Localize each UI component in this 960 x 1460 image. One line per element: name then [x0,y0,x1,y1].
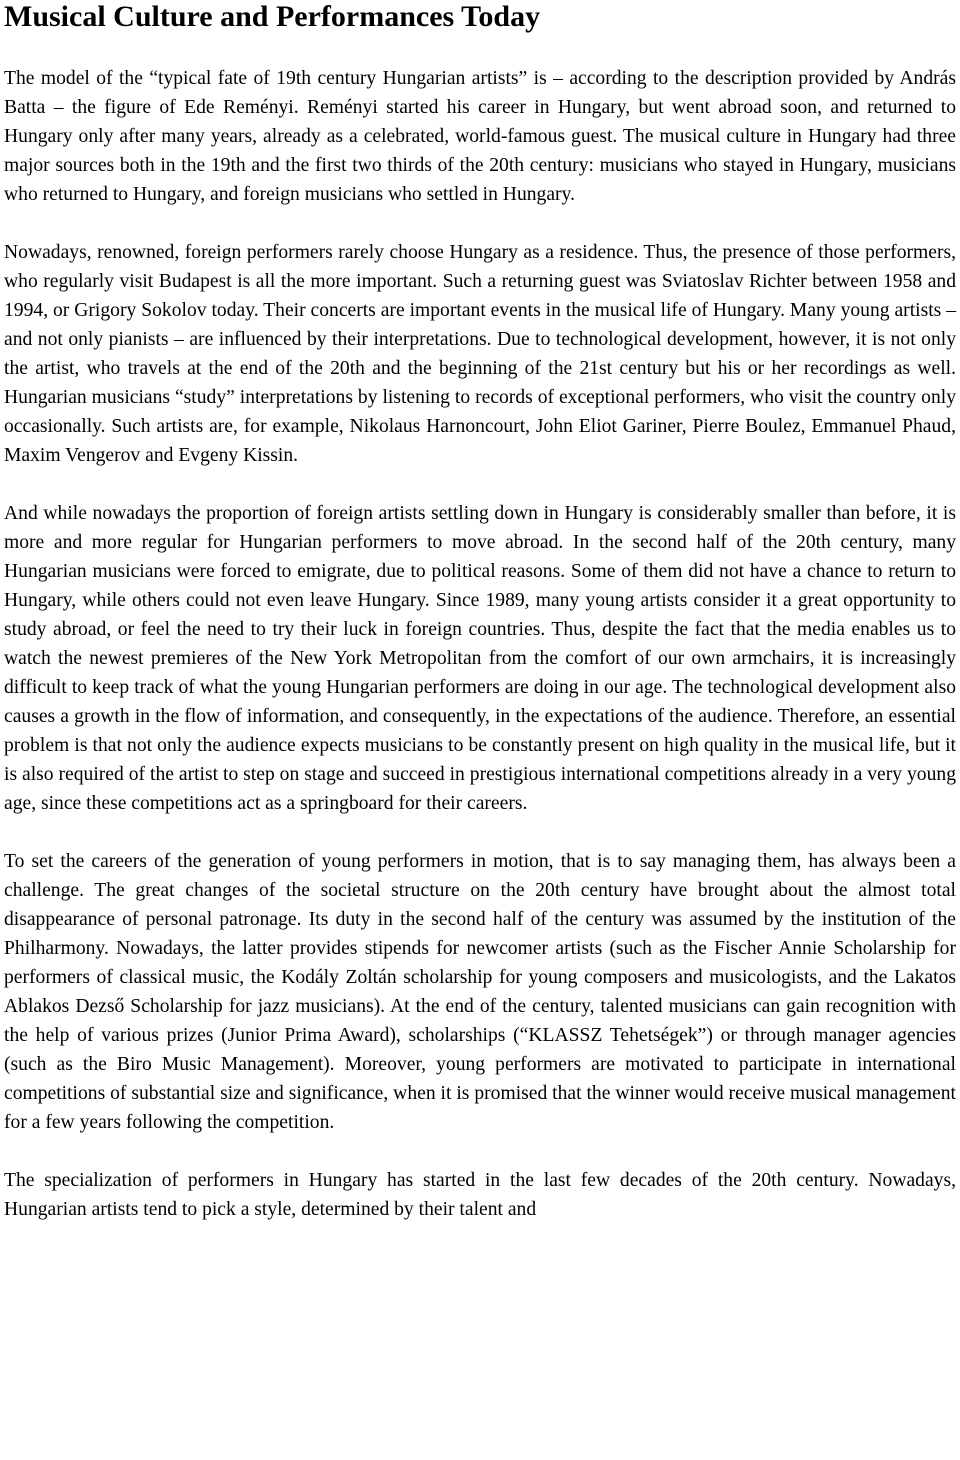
paragraph-moving-abroad: And while nowadays the proportion of foreign artists settling down in Hungary is considerably smaller than before, it is more and more regular for Hungarian performers to move abroad. In the second half of the 20th century, many Hungarian musicians were forced to emigrate, due to political reasons. Some of them did not have a chance to return to Hungary, while others could not even leave Hungary. Since 1989, many young artists consider it a great opportunity to study abroad, or feel the need to try their luck in foreign countries. Thus, despite the fact that the media enables us to watch the newest premieres of the New York Metropolitan from the comfort of our own armchairs, it is increasingly difficult to keep track of what the young Hungarian performers are doing in our age. The technological development also causes a growth in the flow of information, and consequently, in the expectations of the audience. Therefore, an essential problem is that not only the audience expects musicians to be constantly present on high quality in the musical life, but it is also required of the artist to step on stage and succeed in prestigious international competitions already in a very young age, since these competitions act as a springboard for their careers. [4,503,956,814]
paragraph-specialization: The specialization of performers in Hungary has started in the last few decades of the 20th century. Nowadays, Hungarian artists tend to pick a style, determined by their talent and [4,1170,956,1220]
paragraph-career-management: To set the careers of the generation of young performers in motion, that is to say managing them, has always been a challenge. The great changes of the societal structure on the 20th century have brought about the almost total disappearance of personal patronage. Its duty in the second half of the century was assumed by the institution of the Philharmony. Nowadays, the latter provides stipends for newcomer artists (such as the Fischer Annie Scholarship for performers of classical music, the Kodály Zoltán scholarship for young composers and musicologists, and the Lakatos Ablakos Dezső Scholarship for jazz musicians). At the end of the century, talented musicians can gain recognition with the help of various prizes (Junior Prima Award), scholarships (“KLASSZ Tehetségek”) or through manager agencies (such as the Biro Music Management). Moreover, young performers are motivated to participate in international competitions of substantial size and significance, when it is promised that the winner would receive musical management for a few years following the competition. [4,851,956,1133]
document-page [4,0,956,1224]
paragraph-remenyi: The model of the “typical fate of 19th century Hungarian artists” is – according to the description provided by András Batta – the figure of Ede Reményi. Reményi started his career in Hungary, but went abroad soon, and returned to Hungary only after many years, already as a celebrated, world-famous guest. The musical culture in Hungary had three major sources both in the 19th and the first two thirds of the 20th century: musicians who stayed in Hungary, musicians who returned to Hungary, and foreign musicians who settled in Hungary. [4,68,956,205]
document-title: Musical Culture and Performances Today [4,0,541,33]
paragraph-foreign-performers: Nowadays, renowned, foreign performers rarely choose Hungary as a residence. Thus, the presence of those performers, who regularly visit Budapest is all the more important. Such a returning guest was Sviatoslav Richter between 1958 and 1994, or Grigory Sokolov today. Their concerts are important events in the musical life of Hungary. Many young artists – and not only pianists – are influenced by their interpretations. Due to technological development, however, it is not only the artist, who travels at the end of the 20th and the beginning of the 21st century but his or her recordings as well. Hungarian musicians “study” interpretations by listening to records of exceptional performers, who visit the country only occasionally. Such artists are, for example, Nikolaus Harnoncourt, John Eliot Gariner, Pierre Boulez, Emmanuel Phaud, Maxim Vengerov and Evgeny Kissin. [4,242,956,466]
